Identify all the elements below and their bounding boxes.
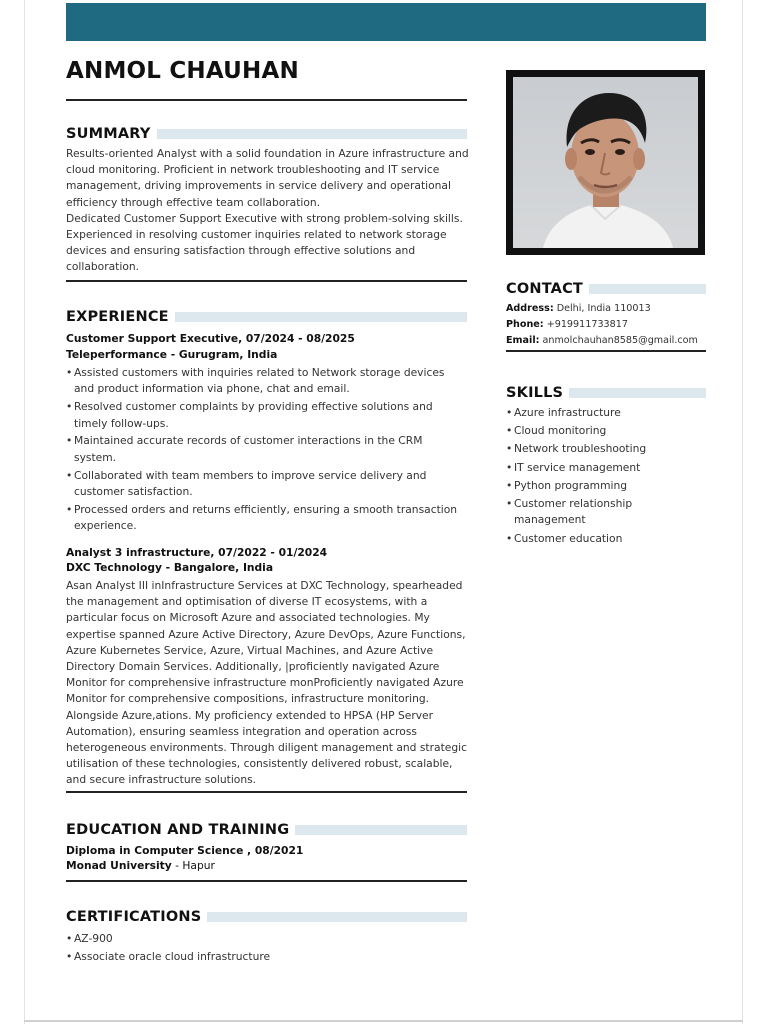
section-bar — [175, 312, 467, 322]
header-band — [66, 3, 706, 41]
phone-value: +919911733817 — [543, 319, 628, 330]
skill-item: • Cloud monitoring — [506, 423, 706, 439]
education-degree-line — [66, 843, 303, 858]
contact-email — [506, 334, 706, 348]
job-description: Asan Analyst III inInfrastructure Services at DXC Technology, spearheaded the management and optimisation of diverse IT ecosystems, with a particular focus on Microsoft Azure and associated technologies. My expertise spanned Azure Active Directory, Azure DevOps, Azure Functions, Azure Kubernetes Service, Azure, Virtual Machines, and Azure Active Directory Domain Services. Additionally, |proficiently navigated Azure Monitor for comprehensive infrastructure monProficiently navigated Azure Monitor for comprehensive compositions, infrastructure monitoring. Alongside Azure,ations. My proficiency extended to HPSA (HP Server Automation), ensuring seamless integration and operation across heterogeneous environments. Through diligent management and strategic utilisation of these technologies, consistently delivered robust, scalable, and secure infrastructure solutions. — [66, 579, 467, 787]
job-company: DXC Technology — [66, 561, 162, 574]
contact-heading — [506, 280, 706, 298]
job-role: Customer Support Executive — [66, 332, 239, 345]
list-item: • Processed orders and returns efficiently, ensuring a smooth transaction experience. — [66, 502, 466, 535]
skills-heading — [506, 384, 706, 402]
education-heading — [66, 821, 467, 839]
skill-item: • Customer relationship management — [506, 496, 706, 529]
section-divider — [66, 880, 467, 882]
job-location: - Gurugram, India — [167, 348, 278, 361]
job-role: Analyst 3 infrastructure — [66, 546, 211, 559]
job-dates: , 07/2024 - 08/2025 — [238, 332, 355, 345]
profile-photo — [506, 70, 705, 255]
education-date: , 08/2021 — [243, 844, 304, 857]
skill-item: • Python programming — [506, 478, 706, 494]
education-school-line — [66, 858, 215, 873]
certifications-title: CERTIFICATIONS — [66, 909, 202, 925]
list-item: • AZ-900 — [66, 931, 466, 947]
section-bar — [157, 129, 467, 139]
education-title: EDUCATION AND TRAINING — [66, 822, 290, 838]
education-degree: Diploma in Computer Science — [66, 844, 244, 857]
address-value: Delhi, India 110013 — [553, 303, 651, 314]
email-label: Email: — [506, 335, 540, 346]
address-label: Address: — [506, 303, 554, 314]
skills-title: SKILLS — [506, 385, 564, 401]
section-bar — [295, 825, 467, 835]
contact-title: CONTACT — [506, 281, 584, 297]
list-item: • Resolved customer complaints by providing effective solutions and timely follow-ups. — [66, 399, 466, 432]
section-bar — [589, 284, 706, 294]
section-bar — [569, 388, 706, 398]
summary-heading — [66, 125, 467, 143]
skills-list — [506, 405, 706, 549]
skill-item: • Azure infrastructure — [506, 405, 706, 421]
job-location: - Bangalore, India — [161, 561, 274, 574]
email-value: anmolchauhan8585@gmail.com — [539, 335, 698, 346]
job-title — [66, 331, 355, 346]
page-edge-left — [24, 0, 25, 1024]
contact-divider — [506, 350, 706, 352]
summary-text: Results-oriented Analyst with a solid foundation in Azure infrastructure and cloud monitoring. Proficient in network troubleshooting and IT service management, driving improvements in service delivery and operational efficiency through effective team collaboration. Dedicated Customer Support Executive with strong problem-solving skills. Experienced in resolving customer inquiries related to network storage devices and ensuring satisfaction through effective solutions and collaboration. — [66, 147, 469, 274]
education-place: - Hapur — [171, 859, 215, 872]
job-company: Teleperformance — [66, 348, 168, 361]
section-bar — [207, 912, 467, 922]
page-edge-bottom — [24, 1020, 743, 1022]
photo-area — [513, 77, 698, 248]
phone-label: Phone: — [506, 319, 544, 330]
skill-item: • Network troubleshooting — [506, 441, 706, 457]
job-org — [66, 347, 277, 362]
section-divider — [66, 280, 467, 282]
page-edge-right — [742, 0, 743, 1024]
summary-title: SUMMARY — [66, 126, 151, 142]
list-item: • Associate oracle cloud infrastructure — [66, 949, 466, 965]
skill-item: • Customer education — [506, 531, 706, 547]
job-title — [66, 545, 327, 560]
job-bullets — [66, 365, 466, 536]
list-item: • Collaborated with team members to improve service delivery and customer satisfaction. — [66, 468, 466, 501]
candidate-name: ANMOL CHAUHAN — [66, 58, 299, 84]
contact-address — [506, 302, 706, 316]
job-org — [66, 560, 273, 575]
certifications-heading — [66, 908, 467, 926]
education-school: Monad University — [66, 859, 172, 872]
job-dates: , 07/2022 - 01/2024 — [210, 546, 328, 559]
experience-title: EXPERIENCE — [66, 309, 169, 325]
experience-heading — [66, 308, 467, 326]
certifications-list — [66, 931, 466, 967]
contact-phone — [506, 318, 706, 332]
skill-item: • IT service management — [506, 460, 706, 476]
name-divider — [66, 99, 467, 101]
portrait-illustration — [513, 77, 698, 248]
list-item: • Assisted customers with inquiries related to Network storage devices and product information via phone, chat and email. — [66, 365, 466, 398]
list-item: • Maintained accurate records of customer interactions in the CRM system. — [66, 433, 466, 466]
section-divider — [66, 791, 467, 793]
